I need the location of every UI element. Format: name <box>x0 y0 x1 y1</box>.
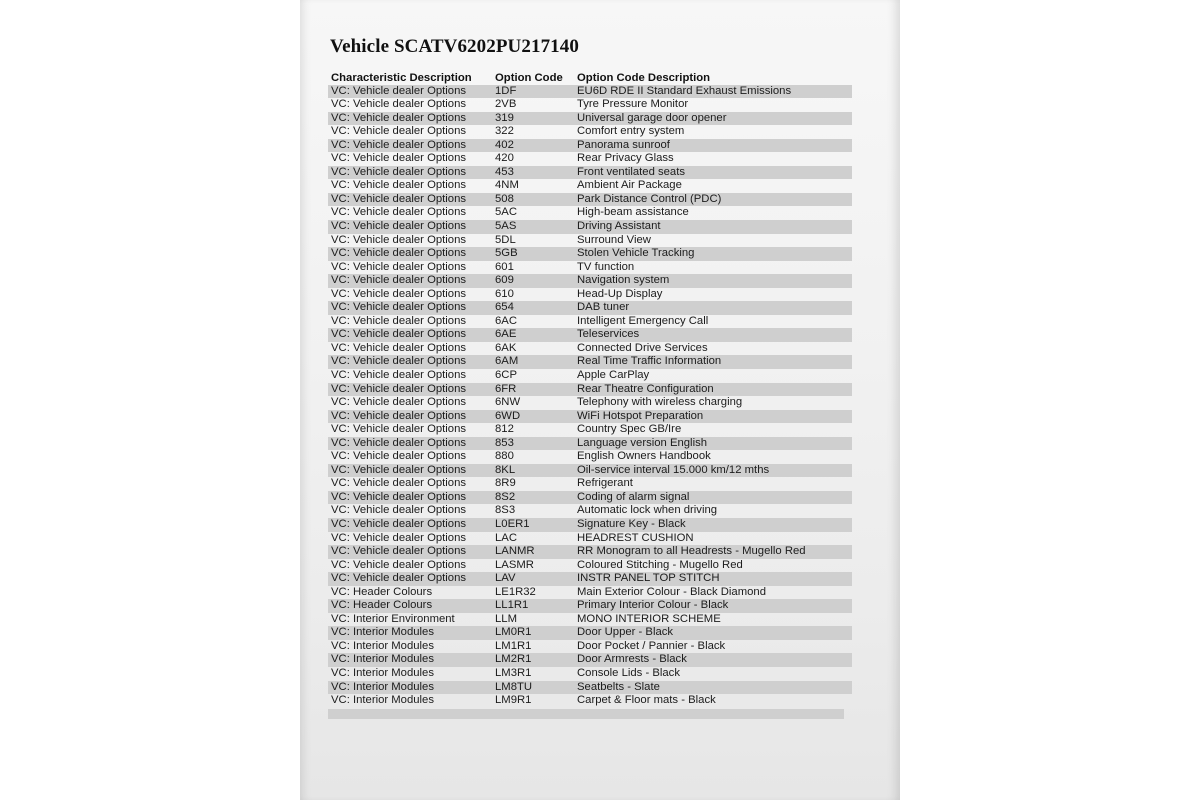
option-code-cell: LM1R1 <box>495 639 532 652</box>
table-row <box>328 653 852 667</box>
table-row <box>328 342 852 356</box>
option-description-cell: Door Pocket / Pannier - Black <box>577 639 726 652</box>
characteristic-cell: VC: Vehicle dealer Options <box>331 409 467 422</box>
table-row <box>328 112 852 126</box>
table-row <box>328 274 852 288</box>
option-description-cell: Tyre Pressure Monitor <box>577 98 689 111</box>
characteristic-cell: VC: Header Colours <box>331 585 433 598</box>
table-row <box>328 383 852 397</box>
table-row <box>328 437 852 451</box>
table-row <box>328 125 852 139</box>
option-code-cell: 654 <box>495 301 514 314</box>
table-row <box>328 152 852 166</box>
option-description-cell: EU6D RDE II Standard Exhaust Emissions <box>577 84 792 97</box>
characteristic-cell: VC: Vehicle dealer Options <box>331 355 467 368</box>
option-description-cell: Language version English <box>577 436 708 449</box>
table-row <box>328 572 852 586</box>
option-description-cell: Apple CarPlay <box>577 368 650 381</box>
option-description-cell: Carpet & Floor mats - Black <box>577 694 716 707</box>
option-description-cell: Ambient Air Package <box>577 179 682 192</box>
option-code-cell: LAV <box>495 572 516 585</box>
option-description-cell: Universal garage door opener <box>577 111 727 124</box>
characteristic-cell: VC: Vehicle dealer Options <box>331 382 467 395</box>
option-description-cell: Rear Privacy Glass <box>577 152 674 165</box>
option-description-cell: INSTR PANEL TOP STITCH <box>577 572 720 585</box>
option-description-cell: Country Spec GB/Ire <box>577 423 682 436</box>
option-description-cell: Telephony with wireless charging <box>577 396 743 409</box>
option-code-cell: L0ER1 <box>495 518 530 530</box>
option-description-cell: TV function <box>577 260 635 273</box>
characteristic-cell: VC: Vehicle dealer Options <box>331 558 467 571</box>
option-description-cell: Driving Assistant <box>577 219 661 232</box>
option-description-cell: Connected Drive Services <box>577 341 708 354</box>
header-characteristic-description: Characteristic Description <box>331 72 472 84</box>
table-row <box>328 193 852 207</box>
table-row <box>328 85 852 99</box>
table-row <box>328 504 852 518</box>
table-row <box>328 491 852 505</box>
characteristic-cell: VC: Vehicle dealer Options <box>331 490 467 503</box>
table-row <box>328 545 852 559</box>
option-code-cell: LM9R1 <box>495 694 532 707</box>
option-description-cell: Surround View <box>577 233 651 246</box>
option-description-cell: Teleservices <box>577 328 640 341</box>
option-description-cell: Signature Key - Black <box>577 518 686 530</box>
option-code-cell: 610 <box>495 287 514 300</box>
table-row <box>328 423 852 437</box>
characteristic-cell: VC: Interior Modules <box>331 626 434 639</box>
characteristic-cell: VC: Vehicle dealer Options <box>331 111 467 124</box>
table-row <box>328 477 852 491</box>
option-code-cell: 6AM <box>495 355 519 368</box>
characteristic-cell: VC: Vehicle dealer Options <box>331 545 467 558</box>
option-code-cell: 8R9 <box>495 477 516 490</box>
option-code-cell: 601 <box>495 260 514 273</box>
table-row <box>328 98 852 112</box>
option-code-cell: LM2R1 <box>495 653 532 666</box>
table-row <box>328 261 852 275</box>
characteristic-cell: VC: Vehicle dealer Options <box>331 206 467 219</box>
characteristic-cell: VC: Vehicle dealer Options <box>331 504 467 517</box>
characteristic-cell: VC: Vehicle dealer Options <box>331 233 467 246</box>
table-row <box>328 139 852 153</box>
option-code-cell: 8S3 <box>495 504 516 517</box>
characteristic-cell: VC: Vehicle dealer Options <box>331 531 467 544</box>
option-description-cell: DAB tuner <box>577 301 630 314</box>
table-row <box>328 518 852 532</box>
characteristic-cell: VC: Vehicle dealer Options <box>331 247 467 260</box>
characteristic-cell: VC: Interior Modules <box>331 653 434 666</box>
table-row <box>328 396 852 410</box>
option-description-cell: Front ventilated seats <box>577 165 686 178</box>
table-row <box>328 288 852 302</box>
option-code-cell: 8KL <box>495 463 516 476</box>
option-code-cell: 6AC <box>495 314 517 327</box>
table-row <box>328 328 852 342</box>
table-row <box>328 640 852 654</box>
table-end-bar <box>328 709 844 719</box>
page-title: Vehicle SCATV6202PU217140 <box>330 36 579 57</box>
header-option-code: Option Code <box>495 72 563 84</box>
option-code-cell: 420 <box>495 152 514 165</box>
table-row <box>328 694 852 708</box>
characteristic-cell: VC: Vehicle dealer Options <box>331 138 467 151</box>
option-code-cell: 609 <box>495 274 514 287</box>
option-code-cell: 6FR <box>495 382 517 395</box>
option-description-cell: Coloured Stitching - Mugello Red <box>577 558 743 571</box>
characteristic-cell: VC: Vehicle dealer Options <box>331 423 467 436</box>
characteristic-cell: VC: Interior Modules <box>331 680 434 693</box>
option-code-cell: 853 <box>495 436 514 449</box>
table-row <box>328 586 852 600</box>
characteristic-cell: VC: Vehicle dealer Options <box>331 125 467 138</box>
table-row <box>328 179 852 193</box>
option-code-cell: 453 <box>495 165 514 178</box>
option-description-cell: WiFi Hotspot Preparation <box>577 409 704 422</box>
characteristic-cell: VC: Vehicle dealer Options <box>331 165 467 178</box>
option-code-cell: LL1R1 <box>495 599 529 612</box>
option-code-cell: LM0R1 <box>495 626 532 639</box>
option-description-cell: RR Monogram to all Headrests - Mugello Red <box>577 545 806 558</box>
option-code-cell: 6AK <box>495 341 517 354</box>
option-code-cell: 4NM <box>495 179 519 192</box>
options-table <box>328 71 852 719</box>
table-row <box>328 206 852 220</box>
characteristic-cell: VC: Interior Modules <box>331 694 434 707</box>
option-description-cell: Door Upper - Black <box>577 626 674 639</box>
characteristic-cell: VC: Vehicle dealer Options <box>331 219 467 232</box>
characteristic-cell: VC: Interior Modules <box>331 639 434 652</box>
option-code-cell: 8S2 <box>495 490 516 503</box>
option-description-cell: Door Armrests - Black <box>577 653 687 666</box>
table-row <box>328 369 852 383</box>
table-row <box>328 681 852 695</box>
characteristic-cell: VC: Header Colours <box>331 599 433 612</box>
table-row <box>328 626 852 640</box>
characteristic-cell: VC: Vehicle dealer Options <box>331 287 467 300</box>
option-code-cell: LM3R1 <box>495 667 532 680</box>
option-description-cell: Park Distance Control (PDC) <box>577 192 722 205</box>
option-code-cell: 5AS <box>495 219 517 232</box>
characteristic-cell: VC: Interior Environment <box>331 612 455 625</box>
option-code-cell: LM8TU <box>495 680 533 693</box>
option-code-cell: 2VB <box>495 98 517 111</box>
option-code-cell: LAC <box>495 531 517 544</box>
table-row <box>328 599 852 613</box>
characteristic-cell: VC: Vehicle dealer Options <box>331 518 467 530</box>
option-code-cell: 6CP <box>495 368 517 381</box>
option-description-cell: Comfort entry system <box>577 125 685 138</box>
option-description-cell: Coding of alarm signal <box>577 490 690 503</box>
table-row <box>328 247 852 261</box>
option-code-cell: 1DF <box>495 84 517 97</box>
header-option-code-description: Option Code Description <box>577 72 711 84</box>
option-description-cell: Seatbelts - Slate <box>577 680 660 693</box>
table-row <box>328 450 852 464</box>
option-description-cell: Navigation system <box>577 274 670 287</box>
table-row <box>328 301 852 315</box>
table-row <box>328 355 852 369</box>
option-description-cell: HEADREST CUSHION <box>577 531 694 544</box>
option-description-cell: High-beam assistance <box>577 206 689 219</box>
characteristic-cell: VC: Vehicle dealer Options <box>331 396 467 409</box>
table-row <box>328 613 852 627</box>
table-row <box>328 315 852 329</box>
characteristic-cell: VC: Vehicle dealer Options <box>331 260 467 273</box>
option-description-cell: English Owners Handbook <box>577 450 711 463</box>
table-row <box>328 234 852 248</box>
option-code-cell: 6NW <box>495 396 521 409</box>
table-row <box>328 410 852 424</box>
characteristic-cell: VC: Vehicle dealer Options <box>331 84 467 97</box>
option-description-cell: Refrigerant <box>577 477 633 490</box>
option-description-cell: Intelligent Emergency Call <box>577 314 709 327</box>
option-description-cell: Stolen Vehicle Tracking <box>577 247 695 260</box>
option-code-cell: LASMR <box>495 558 534 571</box>
option-code-cell: LE1R32 <box>495 585 536 598</box>
option-code-cell: 5GB <box>495 247 518 260</box>
option-description-cell: Primary Interior Colour - Black <box>577 599 729 612</box>
option-code-cell: 322 <box>495 125 514 138</box>
option-description-cell: MONO INTERIOR SCHEME <box>577 612 721 625</box>
characteristic-cell: VC: Vehicle dealer Options <box>331 179 467 192</box>
option-description-cell: Console Lids - Black <box>577 667 680 680</box>
option-description-cell: Main Exterior Colour - Black Diamond <box>577 585 766 598</box>
option-description-cell: Oil-service interval 15.000 km/12 mths <box>577 463 770 476</box>
characteristic-cell: VC: Vehicle dealer Options <box>331 572 467 585</box>
table-row <box>328 559 852 573</box>
table-row <box>328 464 852 478</box>
option-code-cell: 402 <box>495 138 514 151</box>
table-row <box>328 532 852 546</box>
option-description-cell: Rear Theatre Configuration <box>577 382 714 395</box>
characteristic-cell: VC: Interior Modules <box>331 667 434 680</box>
option-code-cell: LANMR <box>495 545 535 558</box>
characteristic-cell: VC: Vehicle dealer Options <box>331 274 467 287</box>
option-description-cell: Panorama sunroof <box>577 138 670 151</box>
characteristic-cell: VC: Vehicle dealer Options <box>331 301 467 314</box>
option-code-cell: LLM <box>495 612 517 625</box>
table-row <box>328 166 852 180</box>
option-code-cell: 508 <box>495 192 514 205</box>
option-description-cell: Automatic lock when driving <box>577 504 718 517</box>
option-code-cell: 5AC <box>495 206 517 219</box>
characteristic-cell: VC: Vehicle dealer Options <box>331 328 467 341</box>
option-description-cell: Head-Up Display <box>577 287 663 300</box>
option-description-cell: Real Time Traffic Information <box>577 355 722 368</box>
characteristic-cell: VC: Vehicle dealer Options <box>331 368 467 381</box>
option-code-cell: 812 <box>495 423 514 436</box>
option-code-cell: 880 <box>495 450 514 463</box>
characteristic-cell: VC: Vehicle dealer Options <box>331 98 467 111</box>
table-row <box>328 667 852 681</box>
option-code-cell: 6WD <box>495 409 521 422</box>
option-code-cell: 5DL <box>495 233 516 246</box>
characteristic-cell: VC: Vehicle dealer Options <box>331 341 467 354</box>
characteristic-cell: VC: Vehicle dealer Options <box>331 450 467 463</box>
option-code-cell: 319 <box>495 111 514 124</box>
characteristic-cell: VC: Vehicle dealer Options <box>331 477 467 490</box>
option-code-cell: 6AE <box>495 328 517 341</box>
table-row <box>328 220 852 234</box>
characteristic-cell: VC: Vehicle dealer Options <box>331 463 467 476</box>
characteristic-cell: VC: Vehicle dealer Options <box>331 152 467 165</box>
table-header <box>328 71 852 85</box>
characteristic-cell: VC: Vehicle dealer Options <box>331 192 467 205</box>
characteristic-cell: VC: Vehicle dealer Options <box>331 436 467 449</box>
characteristic-cell: VC: Vehicle dealer Options <box>331 314 467 327</box>
